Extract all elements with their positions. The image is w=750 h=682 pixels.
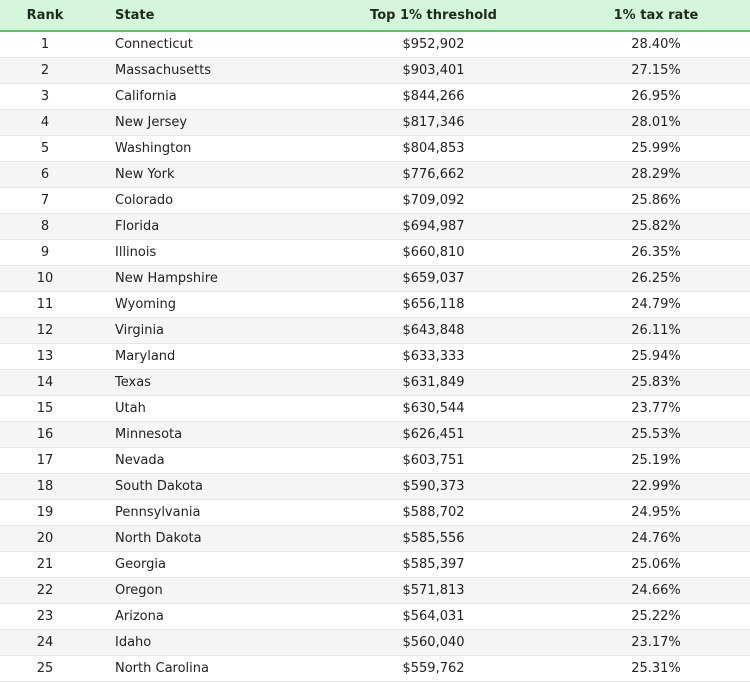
table-row [0, 214, 750, 240]
cell-rank: 25 [0, 656, 90, 682]
table-row [0, 136, 750, 162]
table-row [0, 396, 750, 422]
cell-threshold: $631,849 [320, 370, 547, 396]
table-row [0, 162, 750, 188]
cell-tax-rate: 26.95% [547, 84, 750, 110]
cell-tax-rate: 25.86% [547, 188, 750, 214]
cell-tax-rate: 26.11% [547, 318, 750, 344]
cell-tax-rate: 25.19% [547, 448, 750, 474]
cell-threshold: $643,848 [320, 318, 547, 344]
cell-threshold: $709,092 [320, 188, 547, 214]
cell-state: Georgia [90, 552, 320, 578]
cell-rank: 21 [0, 552, 90, 578]
cell-threshold: $603,751 [320, 448, 547, 474]
cell-threshold: $585,556 [320, 526, 547, 552]
cell-tax-rate: 28.01% [547, 110, 750, 136]
cell-state: Arizona [90, 604, 320, 630]
column-header-tax-rate[interactable]: 1% tax rate [547, 0, 750, 31]
cell-threshold: $776,662 [320, 162, 547, 188]
cell-state: Virginia [90, 318, 320, 344]
cell-rank: 14 [0, 370, 90, 396]
cell-rank: 3 [0, 84, 90, 110]
cell-tax-rate: 28.29% [547, 162, 750, 188]
cell-tax-rate: 24.76% [547, 526, 750, 552]
cell-rank: 19 [0, 500, 90, 526]
cell-rank: 20 [0, 526, 90, 552]
cell-tax-rate: 23.17% [547, 630, 750, 656]
cell-threshold: $571,813 [320, 578, 547, 604]
table-row [0, 84, 750, 110]
cell-threshold: $844,266 [320, 84, 547, 110]
cell-tax-rate: 25.83% [547, 370, 750, 396]
cell-threshold: $817,346 [320, 110, 547, 136]
cell-state: New Jersey [90, 110, 320, 136]
cell-state: Utah [90, 396, 320, 422]
table-row [0, 318, 750, 344]
cell-state: Massachusetts [90, 58, 320, 84]
cell-state: Colorado [90, 188, 320, 214]
table-body [0, 31, 750, 682]
cell-tax-rate: 24.66% [547, 578, 750, 604]
cell-threshold: $633,333 [320, 344, 547, 370]
cell-tax-rate: 25.22% [547, 604, 750, 630]
table-row [0, 266, 750, 292]
cell-rank: 17 [0, 448, 90, 474]
cell-rank: 2 [0, 58, 90, 84]
cell-threshold: $626,451 [320, 422, 547, 448]
cell-rank: 10 [0, 266, 90, 292]
cell-rank: 1 [0, 31, 90, 58]
cell-tax-rate: 26.35% [547, 240, 750, 266]
cell-state: Washington [90, 136, 320, 162]
cell-rank: 16 [0, 422, 90, 448]
table-row [0, 110, 750, 136]
cell-state: Illinois [90, 240, 320, 266]
cell-rank: 15 [0, 396, 90, 422]
cell-tax-rate: 25.06% [547, 552, 750, 578]
column-header-threshold[interactable]: Top 1% threshold [320, 0, 547, 31]
table-row [0, 422, 750, 448]
cell-rank: 24 [0, 630, 90, 656]
cell-tax-rate: 26.25% [547, 266, 750, 292]
cell-state: Texas [90, 370, 320, 396]
table-row [0, 31, 750, 58]
cell-tax-rate: 25.31% [547, 656, 750, 682]
cell-rank: 18 [0, 474, 90, 500]
cell-tax-rate: 23.77% [547, 396, 750, 422]
cell-rank: 5 [0, 136, 90, 162]
table-row [0, 604, 750, 630]
cell-rank: 11 [0, 292, 90, 318]
table-row [0, 370, 750, 396]
table-row [0, 526, 750, 552]
cell-tax-rate: 24.95% [547, 500, 750, 526]
cell-tax-rate: 24.79% [547, 292, 750, 318]
table-header [0, 0, 750, 31]
header-row [0, 0, 750, 31]
cell-state: New Hampshire [90, 266, 320, 292]
table-row [0, 630, 750, 656]
cell-tax-rate: 25.94% [547, 344, 750, 370]
cell-threshold: $660,810 [320, 240, 547, 266]
cell-threshold: $588,702 [320, 500, 547, 526]
cell-state: Maryland [90, 344, 320, 370]
cell-rank: 23 [0, 604, 90, 630]
cell-state: North Dakota [90, 526, 320, 552]
cell-state: Pennsylvania [90, 500, 320, 526]
cell-threshold: $656,118 [320, 292, 547, 318]
cell-state: North Carolina [90, 656, 320, 682]
cell-tax-rate: 27.15% [547, 58, 750, 84]
table-row [0, 188, 750, 214]
table-row [0, 292, 750, 318]
cell-threshold: $630,544 [320, 396, 547, 422]
cell-threshold: $560,040 [320, 630, 547, 656]
cell-rank: 4 [0, 110, 90, 136]
cell-threshold: $559,762 [320, 656, 547, 682]
cell-threshold: $585,397 [320, 552, 547, 578]
cell-threshold: $659,037 [320, 266, 547, 292]
cell-state: Florida [90, 214, 320, 240]
table-row [0, 58, 750, 84]
cell-state: New York [90, 162, 320, 188]
cell-tax-rate: 25.53% [547, 422, 750, 448]
cell-rank: 9 [0, 240, 90, 266]
table-row [0, 474, 750, 500]
cell-state: Oregon [90, 578, 320, 604]
table-row [0, 448, 750, 474]
cell-rank: 6 [0, 162, 90, 188]
table-row [0, 240, 750, 266]
cell-state: Wyoming [90, 292, 320, 318]
cell-rank: 13 [0, 344, 90, 370]
cell-state: California [90, 84, 320, 110]
cell-threshold: $694,987 [320, 214, 547, 240]
cell-threshold: $903,401 [320, 58, 547, 84]
cell-rank: 12 [0, 318, 90, 344]
cell-state: Nevada [90, 448, 320, 474]
cell-rank: 7 [0, 188, 90, 214]
cell-threshold: $952,902 [320, 31, 547, 58]
cell-tax-rate: 25.82% [547, 214, 750, 240]
cell-threshold: $564,031 [320, 604, 547, 630]
table-row [0, 552, 750, 578]
column-header-rank[interactable]: Rank [0, 0, 90, 31]
cell-tax-rate: 25.99% [547, 136, 750, 162]
cell-state: Idaho [90, 630, 320, 656]
cell-state: Connecticut [90, 31, 320, 58]
table-row [0, 500, 750, 526]
cell-tax-rate: 22.99% [547, 474, 750, 500]
cell-rank: 22 [0, 578, 90, 604]
cell-tax-rate: 28.40% [547, 31, 750, 58]
cell-threshold: $804,853 [320, 136, 547, 162]
table-row [0, 656, 750, 682]
table-row [0, 344, 750, 370]
table-row [0, 578, 750, 604]
cell-threshold: $590,373 [320, 474, 547, 500]
cell-state: Minnesota [90, 422, 320, 448]
column-header-state[interactable]: State [90, 0, 320, 31]
cell-state: South Dakota [90, 474, 320, 500]
cell-rank: 8 [0, 214, 90, 240]
